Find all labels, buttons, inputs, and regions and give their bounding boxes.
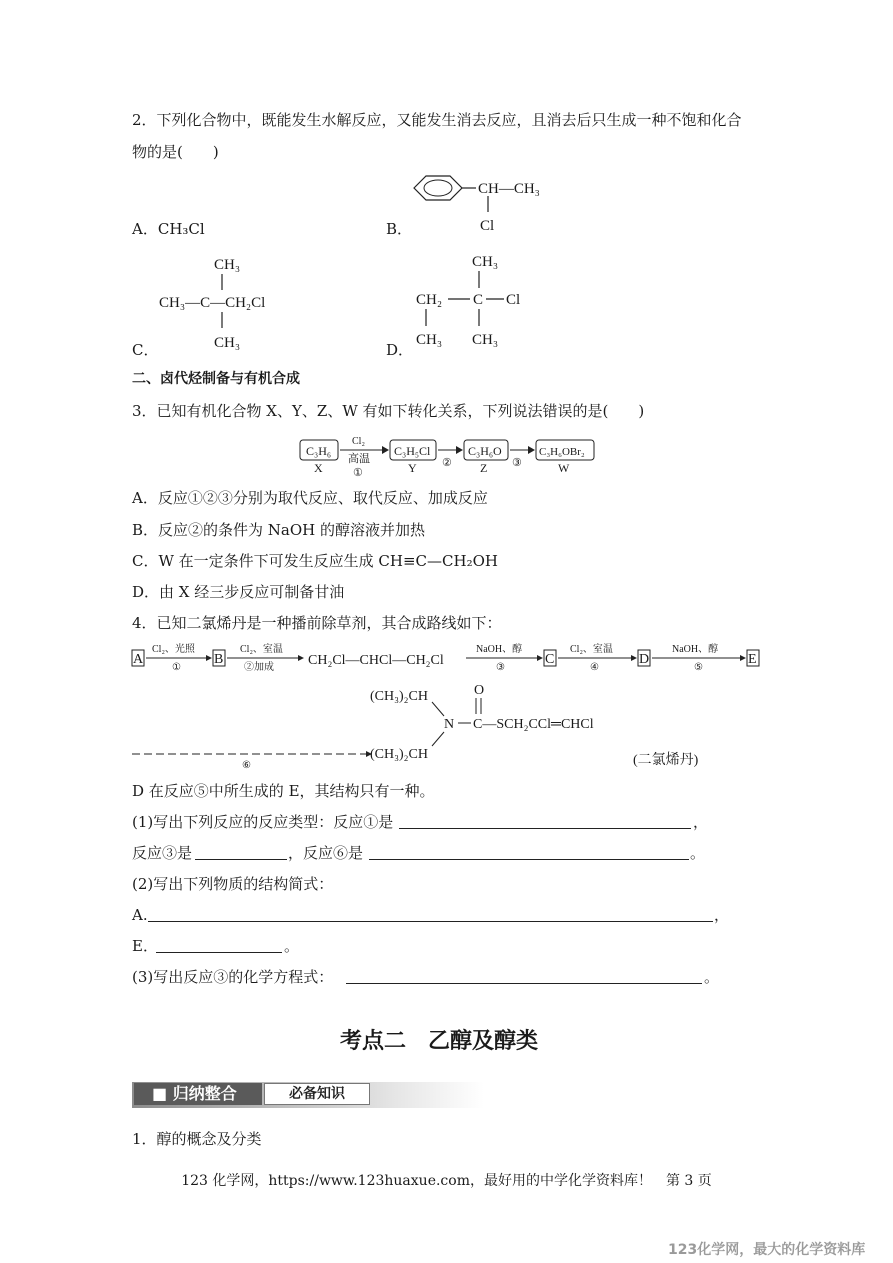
box-a xyxy=(132,650,144,667)
o-atom: O xyxy=(474,683,485,698)
q3-stem: 3．已知有机化合物 X、Y、Z、W 有如下转化关系，下列说法错误的是( ) xyxy=(132,402,645,420)
d-chlorine: Cl xyxy=(506,292,521,308)
n-atom: N xyxy=(444,717,455,732)
num-5: ⑤ xyxy=(694,662,703,673)
b-main-chain: CH—CH₃ xyxy=(478,181,540,197)
punct: 。 xyxy=(690,844,706,862)
q2-option-c-structure xyxy=(155,248,325,358)
q4-part1-a: (1)写出下列反应的反应类型：反应①是 xyxy=(132,813,394,831)
item-1-heading: 1．醇的概念及分类 xyxy=(132,1130,262,1148)
punct: 。 xyxy=(704,968,720,986)
cond-3: NaOH、醇 xyxy=(476,644,523,655)
label-x: X xyxy=(314,461,323,475)
svg-text:A: A xyxy=(133,652,144,667)
q4-note: D 在反应⑤中所生成的 E，其结构只有一种。 xyxy=(132,782,435,800)
band-tag-summary: ■ 归纳整合 xyxy=(134,1083,262,1105)
num-1: ① xyxy=(172,662,181,673)
arrow1-condition: 高温 xyxy=(348,453,370,465)
cond-5: NaOH、醇 xyxy=(672,644,719,655)
q3-option-d[interactable]: D．由 X 经三步反应可制备甘油 xyxy=(132,583,345,601)
q2-option-b-structure xyxy=(400,168,580,238)
q3-option-b[interactable]: B．反应②的条件为 NaOH 的醇溶液并加热 xyxy=(132,521,426,539)
q2-option-d-structure xyxy=(412,246,542,356)
box-c xyxy=(544,650,556,667)
box-b xyxy=(213,650,225,667)
isopropyl-top: (CH₃)₂CH xyxy=(370,689,428,704)
arrow1-number: ① xyxy=(353,467,363,478)
answer-blank-reaction3[interactable] xyxy=(195,859,287,860)
page-section-heading: 考点二 乙醇及醇类 xyxy=(340,1028,539,1054)
section-title: 二、卤代烃制备与有机合成 xyxy=(132,371,300,387)
option-formula: CH₃Cl xyxy=(157,220,205,238)
page-footer: 123 化学网，https://www.123huaxue.com，最好用的中学化学资料库！ 第 3 页 xyxy=(181,1173,712,1189)
svg-text:C₃H₆O: C₃H₆O xyxy=(468,444,502,458)
box-z xyxy=(464,440,508,460)
svg-text:E: E xyxy=(748,652,757,667)
svg-text:B: B xyxy=(214,652,224,667)
d-bottom-right-methyl: CH₃ xyxy=(472,332,499,348)
q2-option-c-label[interactable]: C． xyxy=(132,341,159,359)
svg-text:C₃H₆: C₃H₆ xyxy=(306,444,332,458)
answer-blank-equation3[interactable] xyxy=(346,983,702,984)
q4-stem: 4．已知二氯烯丹是一种播前除草剂，其合成路线如下： xyxy=(132,614,502,632)
arrow1-reagent: Cl₂ xyxy=(352,436,365,447)
q3-scheme xyxy=(298,434,598,478)
q2-option-d-label[interactable]: D． xyxy=(386,341,414,359)
answer-blank-a[interactable] xyxy=(148,921,713,922)
box-e xyxy=(747,650,759,667)
q2-option-a[interactable] xyxy=(132,219,205,239)
b-chlorine: Cl xyxy=(480,218,495,234)
label-w: W xyxy=(558,461,570,475)
q2-stem-line1: 2．下列化合物中，既能发生水解反应，又能发生消去反应，且消去后只生成一种不饱和化合 xyxy=(132,111,742,129)
box-x xyxy=(300,440,338,460)
thiocarbamate-chain: C—SCH₂CCl═CHCl xyxy=(473,717,594,732)
arrow3-number: ③ xyxy=(512,457,522,469)
d-methylene: CH₂ xyxy=(416,292,443,308)
svg-text:C₃H₆OBr₂: C₃H₆OBr₂ xyxy=(539,446,585,458)
svg-text:D: D xyxy=(639,652,650,667)
label-y: Y xyxy=(408,461,417,475)
answer-blank-reaction6[interactable] xyxy=(369,859,689,860)
punct: ， xyxy=(714,906,730,924)
q4-part1-b1: 反应③是 xyxy=(132,844,193,862)
watermark: 123化学网，最大的化学资料库 xyxy=(668,1242,866,1258)
svg-text:C₃H₅Cl: C₃H₅Cl xyxy=(394,444,431,458)
isopropyl-bottom: (CH₃)₂CH xyxy=(370,747,428,762)
num-3: ③ xyxy=(496,662,505,673)
product-name: (二氯烯丹) xyxy=(633,753,699,768)
c-bottom-methyl: CH₃ xyxy=(214,335,241,351)
q4-route xyxy=(130,638,770,778)
punct: ， xyxy=(693,813,709,831)
box-d xyxy=(638,650,650,667)
q3-option-c[interactable]: C．W 在一定条件下可发生反应生成 CH≡C—CH₂OH xyxy=(132,552,498,570)
box-w xyxy=(536,440,594,460)
answer-blank-e[interactable] xyxy=(156,952,282,953)
q4-part1-b2: ，反应⑥是 xyxy=(288,844,364,862)
benzene-ring xyxy=(414,176,462,200)
svg-text:C: C xyxy=(545,652,555,667)
c-top-methyl: CH₃ xyxy=(214,257,241,273)
answer-blank-reaction1[interactable] xyxy=(399,828,691,829)
box-y xyxy=(390,440,436,460)
c-main-chain: CH₃—C—CH₂Cl xyxy=(159,295,266,311)
cond-1: Cl₂、光照 xyxy=(152,644,195,655)
d-top-methyl: CH₃ xyxy=(472,254,499,270)
q2-stem-line2: 物的是( ) xyxy=(132,143,219,161)
num-4: ④ xyxy=(590,662,599,673)
num-6: ⑥ xyxy=(242,760,251,771)
label-z: Z xyxy=(480,461,488,475)
q4-part2-e-label: E． xyxy=(132,937,158,955)
q4-part2: (2)写出下列物质的结构简式： xyxy=(132,875,334,893)
q2-option-b-label[interactable]: B． xyxy=(386,220,413,238)
cond-2: Cl₂、室温 xyxy=(240,644,283,655)
arrow2-number: ② xyxy=(442,457,452,469)
intermediate-trichloropropane: CH₂Cl—CHCl—CH₂Cl xyxy=(308,653,444,668)
punct: 。 xyxy=(284,937,300,955)
d-carbon: C xyxy=(473,292,484,308)
cond-4: Cl₂、室温 xyxy=(570,644,613,655)
q3-option-a[interactable]: A．反应①②③分别为取代反应、取代反应、加成反应 xyxy=(132,489,488,507)
num-2: ②加成 xyxy=(244,662,274,673)
q4-part2-a-label: A. xyxy=(132,906,148,924)
d-bottom-left-methyl: CH₃ xyxy=(416,332,443,348)
q4-part3: (3)写出反应③的化学方程式： xyxy=(132,968,334,986)
option-label: A． xyxy=(132,220,158,238)
band-tag-knowledge: 必备知识 xyxy=(264,1083,370,1105)
